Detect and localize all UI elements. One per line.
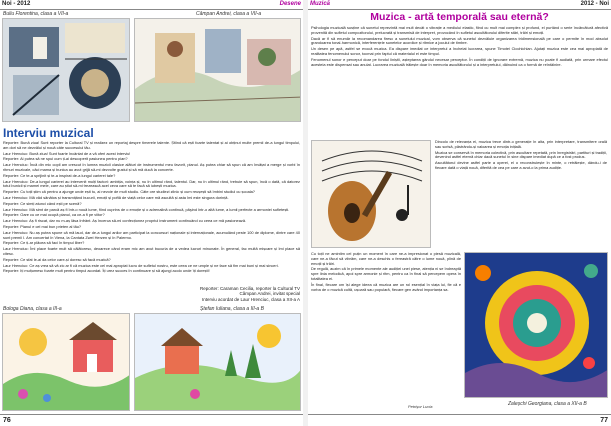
interview-paragraph: Reporter: Bună ziua! Sunt reporter la Cultural TV și realizez un reportaj despre timerele talente. Știind că ești foarte talentat și ai obținut multe premii de-a lungul timpului, am dori să ne dezvălui și nouă câte succesului tău. — [3, 141, 300, 150]
music-illustration — [311, 140, 431, 248]
credit-line: Câmpan Andrei, invitat special — [239, 291, 300, 297]
caption-top-left: Buliu Florentina, clasa a VII-a — [3, 11, 69, 17]
footer-rule-right — [308, 414, 611, 415]
drawing-buliu-art — [3, 19, 130, 122]
col1-paragraph: Dincolo de relevanța ei, muzica trece dintr-o generație în alta, prin interpretare, transmitere orală sau scrisă, păstrându-și valoarea și emoția inițială. — [435, 140, 607, 149]
drawing-zaleschi-art — [465, 253, 608, 398]
interview-credits — [120, 286, 300, 302]
caption-bottom-left: Bologa Diana, clasa a III-a — [3, 306, 62, 312]
drawing-bologa — [2, 313, 130, 411]
interview-paragraph: Reporter: Iți mulțumesc foarte mult pentru timpul acordat. Îți urez succes în continuare și să ajungi acolo unde îți dorești! — [3, 268, 210, 274]
right-page — [308, 0, 611, 426]
section-label: Desene — [279, 1, 301, 7]
footer-rule-left — [0, 414, 303, 415]
interview-paragraph: Reporter: Ai putea să ne spui cum ți-ai descoperit pasiunea pentru pian? — [3, 156, 128, 162]
music-intro — [311, 26, 608, 138]
intro-paragraph: Un desen pe apă, astfel se evocă muzica. Ea dispare imediat ce interpretul a încheiat lucrarea, spune Timotei Ciochichian. Ajutați muzica este cea mai apropiată de realitatea fenomenului sonor, tocmai prin faptul că materialul ei este timpul. — [311, 46, 608, 56]
drawing-stefan — [134, 313, 301, 411]
section-label-right: Muzică — [310, 1, 331, 7]
interview-paragraph: Reporter: Ce ți-ar plăcea să faci în timpul liber? — [3, 240, 85, 246]
interview-paragraph: Laur Hrenciuc: De-a lungul carierei au intervenit mulți factori: ambiția, voința și, nu în ultimul rând, talentul. Dar, nu în ultimul rând, trebuie să spun, încă o dată, că datorez totul bunicii și mamei mele, care au știut să-mi trezească acel ceva care să te facă să iubești muzica. — [3, 178, 300, 189]
interview-paragraph: Reporter: Ce te-a sprijinit și te-a inspirat de-a lungul carierei tale? — [3, 172, 116, 178]
article-title-interview: Interviu muzical — [3, 126, 94, 140]
music-col1 — [435, 140, 607, 248]
caption-zaleschi: Zaleșchi Georgiana, clasa a XII-a B — [508, 401, 587, 407]
drawing-bologa-art — [3, 314, 130, 411]
caption-top-right: Câmpan Andrei, clasa a VII-a — [196, 11, 262, 17]
intro-paragraph: Dacă ar fi să enumăr la recomandarea firesc a sunetului muzical, vom observa că sunetul dezvăluie organizarea tridimensională pe care o permite în mod absolut grandoarea tonal-harmonică, interferențele sunetelor acordice și ritmice a jocului de timbre. — [311, 35, 608, 46]
issue-label-right: 2012 - Noi — [580, 1, 609, 7]
intro-paragraph: Psihologia muzicală susține că sunetul reprezintă mai mult decât o vibrație a mediului elastic, fiind cu mult mai complex și profund, el purtând o serie încărcătură afectivă provenită din sufletul compozitorului, prelucrată și transmisă de interpret, provocând în sufletul ascultătorului diferite stări, trăiri și emoții. — [311, 26, 608, 35]
issue-label: Noi - 2012 — [2, 1, 31, 7]
intro-paragraph: Fenomenul sonor e perceput doar pe fondul liniștii, așteptarea gândul necesar perceptor. În condiții de ignorare extremă, muzica nu poate fi audiată, prin urmare efectul acesteia este dispensat sau anulat. Lucrarea muzicală trăiește doar în memoria ascultătorului și a interpretului, dăinuind ca o formă de reîntâlnire. — [311, 56, 608, 67]
drawing-stefan-art — [135, 314, 301, 411]
interview-paragraph: Laur Hrenciuc: Bună ziua! Sunt foarte încântat de a vă oferi acest interviu! — [3, 150, 131, 156]
drawing-zaleschi — [464, 252, 608, 398]
interview-paragraph: Laur Hrenciuc: Mă simt de parcă aș fi într-o nouă lume, fiind cuprins de o emoție și o adrenalină continuă, păşind într-o altă lume, a lumii perfecte a armoniei sufletești. — [3, 206, 290, 212]
page-number-right: 77 — [600, 417, 608, 424]
left-page — [0, 0, 303, 426]
credit-line: Reporter: Caraman Cecilia, reporter la Cultural TV — [200, 286, 300, 291]
article-author: Petrișor Lucia — [408, 404, 433, 409]
interview-paragraph: Reporter: Ce sfat le-ai da celor care-și doresc să facă muzică? — [3, 256, 111, 262]
header-rule-right — [308, 9, 611, 10]
credit-line: Interviu acordat de Laur Hrenciuc, clasa a XII-a A — [201, 296, 300, 302]
interview-paragraph: Laur Hrenciuc: Aș fi riscat, dar nu m-aș lăsa înfrânt. Aș încerca să-mi confecționez propriul instrument continuând cu ceea ce mă pasionează. — [3, 218, 247, 224]
interview-paragraph: Reporter: Pianul e cel mai bun prieten al tău? — [3, 223, 82, 229]
col1-paragraph: Muzica se conservă în memoria colectivă, prin ascultare repetată, prin înregistrări, partituri și tradiții, devenind astfel eternă chiar dacă sunetul în sine dispare imediat după ce a fost produs. — [435, 149, 607, 160]
col2-paragraph: În final, fiecare om își alege ideea că muzica are un rol esențial în viața lui, fie că e vorba de o muzică cultă, ușoară sau populară, fiecare gen având importanța sa. — [311, 281, 461, 292]
interview-paragraph: Laur Hrenciuc: Mă văd sănătos și transmițând bucurii, emoții și poftă de viață celor care mă ascultă și asta îmi este singura dorință. — [3, 194, 229, 200]
interview-text — [3, 141, 300, 283]
col2-paragraph: Cu toții ne amintim cel puțin un moment în care ne-a impresionat o piesă muzicală, care ne-a făcut să vibrăm, care ne-a deschis o fereastră către o lume nouă, plină de emoții și trăiri. — [311, 252, 461, 266]
col2-paragraph: De regulă, auzim că în primele momente ale audiției unei piese, atenția ni se îndreaptă spre linia melodică, apoi spre armonie și ritm, pentru ca în final să percepem opera în totalitatea ei. — [311, 266, 461, 281]
interview-paragraph: Reporter: Oare cu ce mai ocupă pianul, ca ce-a fi pe viitor? — [3, 212, 105, 218]
interview-paragraph: Laur Hrenciuc: Încă din mic copil am crescut în lumea muzicii clasice alături de instrumentul meu favorit, pianul. Aș putea chiar să spun că am învățat a merge și vorbi în ritmuri muzicale, căci mama și bunica au avut grijă să-mi dezvolte gustul și să mă ducă la concerte. — [3, 162, 300, 172]
interview-paragraph: Laur Hrenciuc: Îmi place foarte mult să călătoresc, deoarece când eram mic am avut bucuria de a vedea lucruri minunate. În general, fac multă mișcare și îmi place să citesc. — [3, 246, 300, 256]
header-rule — [0, 9, 303, 10]
interview-paragraph: Laur Hrenciuc: Ce aș vrea să vă zic ar fi că muzica este cel mai apropiat lucru de sufletul nostru, este ceea ce ne umple și ne face să fim mai buni și mai sinceri. — [3, 262, 279, 268]
interview-paragraph: Reporter: Ce simți atunci când ești pe scenă? — [3, 200, 82, 206]
music-illustration-art — [312, 141, 431, 248]
drawing-buliu — [2, 18, 130, 122]
drawing-campan-art — [135, 19, 301, 122]
drawing-campan — [134, 18, 301, 122]
caption-bottom-right: Ștefan Iuliana, clasa a III-a B — [200, 306, 264, 312]
article-title-music: Muzica - artă temporală sau eternă? — [370, 11, 549, 23]
interview-paragraph: Laur Hrenciuc: Nu aș putea spune că mă laud, dar de-a lungul anilor am participat la concursuri naționale și internaționale, acumulând peste 100 de diplome, dintre care 40 sunt premii I. Am concertat în Viena, la Cantata Zwei Herzen și în Palermo. — [3, 229, 300, 240]
interview-paragraph: Reporter: Cu toții știm că pentru a ajunge unde ești tu, ai nevoie de mult studiu. Câte ore studiezi zilnic și cum reușești să îmbini studiul cu școala? — [3, 189, 255, 195]
page-number-left: 76 — [3, 417, 11, 424]
col1-paragraph: Ascultătorul devine astfel parte a operei, el o reconstruiește în minte, o retrăiește, dându-i de fiecare dată o viață nouă, diferită de cea pe care a avut-o la prima audiție. — [435, 160, 607, 170]
music-col2 — [311, 252, 461, 402]
